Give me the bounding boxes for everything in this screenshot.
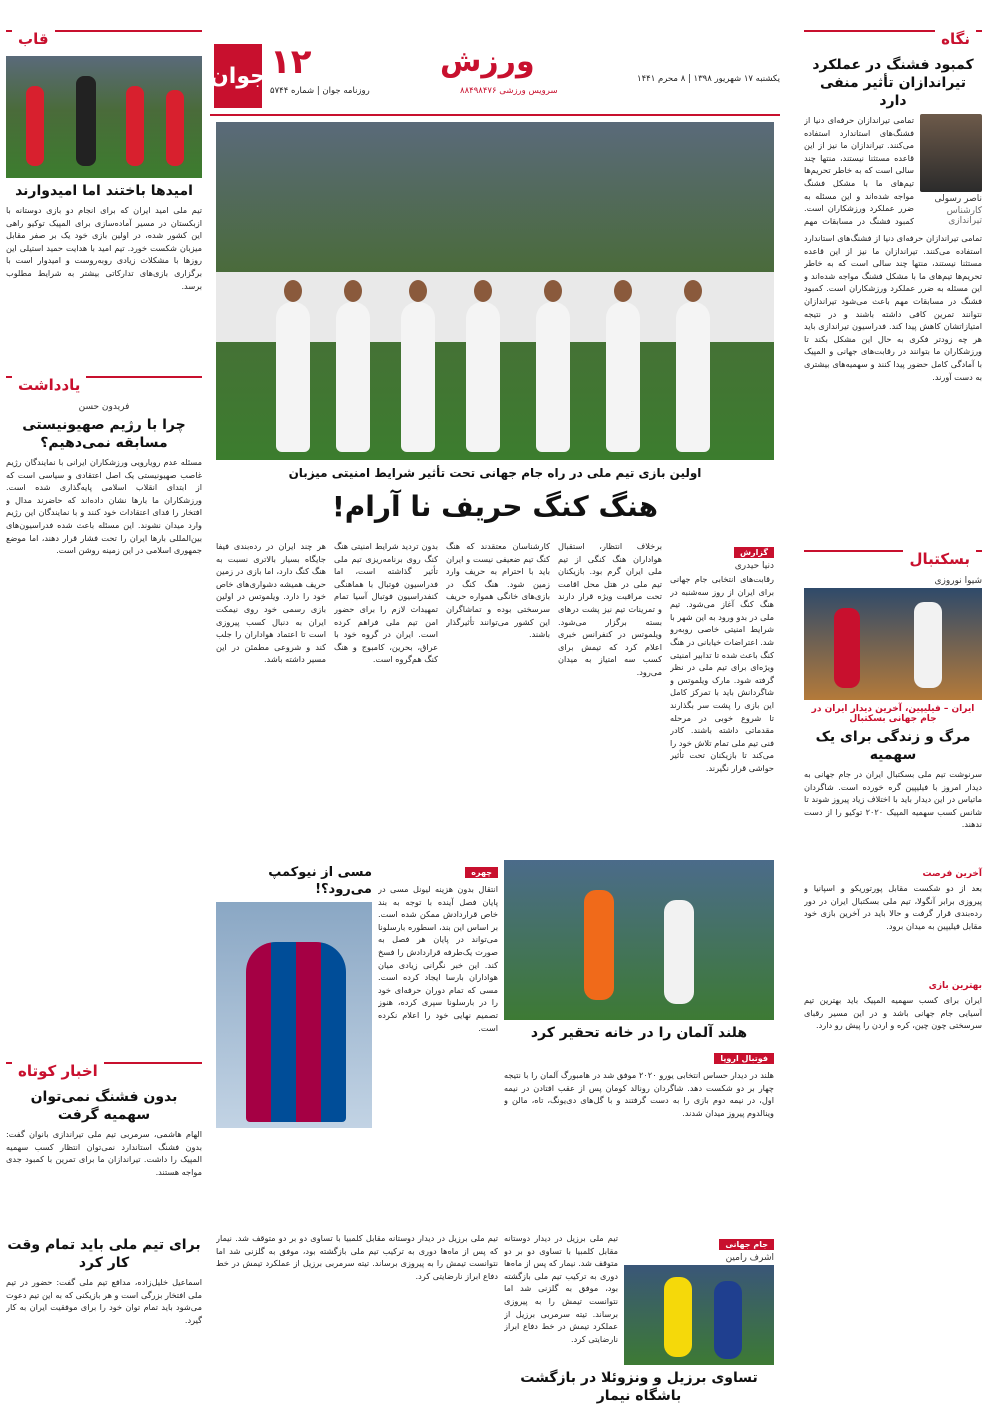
- player-shape: [336, 302, 370, 452]
- basketball-photo: [804, 588, 982, 700]
- player-shape: [664, 900, 694, 1004]
- short-news-body: اسماعیل خلیل‌زاده، مدافع تیم ملی گفت: حضور در تیم ملی افتخار بزرگی است و هر بازیکنی که به این تیم دعوت می‌شود باید تمام توان خود را برای موفقیت ایران به کار گیرد.: [6, 1277, 202, 1325]
- report-body: کارشناسان معتقدند که هنگ کنگ تیم ضعیفی نیست و ایران باید با احترام به حریف وارد زمین شود. هنگ کنگ در بازی‌های خانگی همواره حریف سرسختی بوده و تماشاگران این کشور می‌توانند تأثیرگذار باشند.: [446, 541, 550, 640]
- report-col-1: [670, 540, 774, 855]
- right-column: [804, 30, 982, 1304]
- left-column: [6, 30, 202, 1356]
- caption-title: امیدها باختند اما امیدوارند: [15, 183, 193, 199]
- messi-layout: [216, 860, 498, 1128]
- report-body: هر چند ایران در رده‌بندی فیفا جایگاه بسیار بالاتری نسبت به هنگ کنگ دارد، اما بازی در زمین حریف همیشه دشواری‌های خاص خود را دارد. ویلموتس در اولین بازی رسمی خود روی نیمکت ایران به دنبال کسب پیروزی است تا اعتماد هواداران را جلب کند و شروعی مطمئن در این مسیر داشته باشد.: [216, 541, 326, 665]
- report-body: رقابت‌های انتخابی جام جهانی برای ایران از روز سه‌شنبه در هنگ کنگ آغاز می‌شود. تیم ملی در بدو ورود به این شهر با شرایط امنیتی خاصی روبه‌رو شد. اعتراضات خیابانی در هنگ کنگ باعث شده تا تدابیر امنیتی ویژه‌ای برای تیم ملی در نظر گرفته شود. مارک ویلموتس و شاگردانش باید با تمرکز کامل این بازی را پشت سر بگذارند تا شروع خوبی در مرحله مقدماتی داشته باشند. کادر فنی تیم ملی تمام تلاش خود را می‌کند تا بازیکنان تحت تأثیر حواشی قرار نگیرند.: [670, 574, 774, 773]
- note-title: چرا با رژیم صهیونیستی مسابقه نمی‌دهیم؟: [22, 417, 186, 451]
- section-bar-qab: [6, 30, 202, 50]
- report-col-5: [216, 540, 326, 852]
- author-photo-wrap: [920, 114, 982, 228]
- messi-photo: [216, 902, 372, 1128]
- author-role: کارشناس تیراندازی: [946, 206, 982, 226]
- player-shape: [606, 302, 640, 452]
- player-shape: [26, 86, 44, 166]
- short-news-title: بدون فشنگ نمی‌توان سهمیه گرفت: [30, 1089, 178, 1123]
- player-shape: [536, 302, 570, 452]
- short-news-title: برای تیم ملی باید تمام وقت کار کرد: [7, 1237, 201, 1271]
- netherlands-photo: [504, 860, 774, 1020]
- messi-title: مسی از نیوکمپ می‌رود؟!: [268, 865, 372, 897]
- player-shape: [466, 302, 500, 452]
- player-shape: [834, 608, 860, 688]
- netherlands-story: [504, 860, 774, 1181]
- player-shape: [714, 1281, 742, 1359]
- netherlands-title: هلند آلمان را در خانه تحقیر کرد: [530, 1025, 748, 1041]
- player-shape: [584, 890, 614, 1000]
- netherlands-label: فوتبال اروپا: [714, 1053, 774, 1064]
- page-number: ۱۲: [270, 42, 312, 82]
- brazil-photo: [624, 1265, 774, 1365]
- player-shape: [401, 302, 435, 452]
- brazil-body: تیم ملی برزیل در دیدار دوستانه مقابل کلمبیا با تساوی دو بر دو متوقف شد. نیمار که پس از ماه‌ها دوری به ترکیب تیم ملی بازگشته بود، موفق به گلزنی شد اما نتوانست تیمش را به پیروزی برساند. تیته سرمربی برزیل از عملکرد تیمش در خط دفاع ابراز نارضایتی کرد.: [504, 1233, 618, 1344]
- messi-story: [216, 860, 498, 1128]
- brazil-label: جام جهانی: [719, 1239, 774, 1250]
- masthead: [210, 40, 780, 112]
- player-shape: [166, 90, 184, 166]
- article-title: کمبود فشنگ در عملکرد تیراندازان تأثیر منفی دارد: [812, 57, 974, 109]
- issue-line: روزنامه جوان | شماره ۵۷۴۴: [270, 86, 370, 96]
- section-tag: قاب: [12, 30, 55, 48]
- report-label: گزارش: [734, 547, 774, 558]
- netherlands-body: هلند در دیدار حساس انتخابی یورو ۲۰۲۰ موفق شد در هامبورگ آلمان را با نتیجه چهار بر دو شکست دهد. شاگردان رونالد کومان پس از عقب افتادن در نیمه اول، در نیمه دوم بازی را به دست گرفتند و با گل‌های دی‌یونگ، تاه، مالن و وینالدوم پیروز میدان شدند.: [504, 1070, 774, 1118]
- date-line: یکشنبه ۱۷ شهریور ۱۳۹۸ | ۸ محرم ۱۴۴۱: [637, 74, 780, 84]
- report-body: برخلاف انتظار، استقبال هواداران هنگ کنگی از تیم ملی ایران گرم بود. بازیکنان تیم ملی در هتل محل اقامت تحت مراقبت ویژه قرار دارند و تمرینات تیم نیز پشت درهای بسته برگزار می‌شود. ویلموتس در کنفرانس خبری اعلام کرد که تیمش برای کسب سه امتیاز به میدان می‌رود.: [558, 541, 662, 677]
- main-photo-team: [216, 122, 774, 460]
- section-tag: اخبار کوتاه: [12, 1062, 104, 1080]
- brazil-body-cont: تیم ملی برزیل در دیدار دوستانه مقابل کلمبیا با تساوی دو بر دو متوقف شد. نیمار که پس از ماه‌ها دوری به ترکیب تیم ملی بازگشته بود، موفق به گلزنی شد اما نتوانست تیمش را به پیروزی برساند. تیته سرمربی برزیل از عملکرد تیمش در خط دفاع ابراز نارضایتی کرد.: [216, 1233, 498, 1281]
- report-author: دنیا حیدری: [734, 561, 774, 571]
- basketball-kicker: ایران – فیلیپین، آخرین دیدار ایران در جام جهانی بسکتبال: [811, 704, 975, 724]
- author-block: [804, 114, 982, 228]
- headline-kicker: اولین بازی تیم ملی در راه جام جهانی تحت تأثیر شرایط امنیتی میزبان: [288, 466, 702, 480]
- section-bar-negah: [804, 30, 982, 50]
- author-photo: [920, 114, 982, 192]
- section-title: ورزش: [440, 44, 535, 79]
- note-body: مسئله عدم رویارویی ورزشکاران ایرانی با نمایندگان رژیم غاصب صهیونیستی یک اصل اعتقادی و سیاسی است که از ابتدای انقلاب اسلامی پایه‌گذاری شده است. ورزشکاران ما بارها نشان داده‌اند که حاضرند مدال و افتخار را فدای اعتقادات خود کنند و با نمایندگان این رژیم وارد میدان نشوند. این مسئله باعث شده فدراسیون‌های بین‌المللی بارها ایران را تحت فشار قرار دهند، اما موضع جمهوری اسلامی در این زمینه روشن است.: [6, 457, 202, 556]
- article-body: تمامی تیراندازان حرفه‌ای دنیا از فشنگ‌های استاندارد استفاده می‌کنند. تیراندازان ما نیز از این قاعده مستثنا نیستند، منتها چند سالی است که به خاطر تحریم‌ها تیم‌های ما با مشکل فشنگ مواجه شده‌اند و این مسئله به ضرر عملکرد ورزشکاران است. کمبود فشنگ در مسابقات مهم باعث می‌شود تیراندازان نتوانند تمرین کافی داشته باشند و در نتیجه امتیازاتشان کاهش پیدا کند. فدراسیون تیراندازی باید هر چه زودتر فکری به حال این مشکل بکند تا ورزشکاران ما بتوانند در رقابت‌های جهانی و المپیک با آمادگی کامل حضور پیدا کنند و سهمیه‌های بیشتری به دست آورند.: [804, 233, 982, 382]
- report-col-2: [558, 540, 662, 852]
- section-tag: نگاه: [935, 30, 976, 48]
- brazil-layout: [504, 1232, 774, 1365]
- masthead-rule: [210, 114, 780, 116]
- player-shape: [676, 302, 710, 452]
- basketball-body: سرنوشت تیم ملی بسکتبال ایران در جام جهانی به دیدار امروز با فیلیپین گره خورده است. شاگردان ماتیاس در این دیدار باید با اختلاف زیاد پیروز شوند تا شانس کسب سهمیه المپیک ۲۰۲۰ توکیو را از دست ندهند.: [804, 769, 982, 830]
- player-shape: [914, 602, 942, 688]
- player-shape: [126, 86, 144, 166]
- brazil-story: [504, 1232, 774, 1406]
- messi-photo-col: [216, 860, 372, 1128]
- headline: هنگ کنگ حریف نا آرام!: [332, 490, 658, 523]
- section-bar-short: [6, 1062, 202, 1082]
- brazil-author: اشرف رامین: [725, 1253, 774, 1263]
- article-body-part1: تمامی تیراندازان حرفه‌ای دنیا از فشنگ‌های استاندارد استفاده می‌کنند. تیراندازان ما نیز از این قاعده مستثنا نیستند، منتها چند سالی است که به خاطر تحریم‌ها تیم‌های ما با مشکل فشنگ مواجه شده‌اند و این مسئله به ضرر عملکرد ورزشکاران است. کمبود فشنگ در مسابقات مهم: [804, 115, 914, 226]
- author-name: ناصر رسولی: [934, 194, 982, 204]
- messi-text-col: [378, 860, 498, 1128]
- player-shape: [276, 302, 310, 452]
- brazil-photo-col: [624, 1232, 774, 1365]
- note-author: فریدون حسن: [78, 402, 130, 412]
- messi-label: چهره: [465, 867, 498, 878]
- player-shape: [664, 1277, 692, 1357]
- caption-body: تیم ملی امید ایران که برای انجام دو بازی دوستانه با ازبکستان در مسیر آماده‌سازی برای المپیک توکیو راهی این کشور شده، در اولین بازی خود یک بر صفر مقابل میزبان شکست خورد. تیم امید با هدایت حمید استیلی این روزها با مشکلات زیادی روبه‌روست و امیدوار است با برگزاری بازی‌های تدارکاتی بیشتر به شرایط مطلوب برسد.: [6, 205, 202, 291]
- section-tag: بسکتبال: [903, 550, 976, 568]
- section-tag: یادداشت: [12, 376, 86, 394]
- report-col-3: [446, 540, 550, 852]
- short-news-body: الهام هاشمی، سرمربی تیم ملی تیراندازی بانوان گفت: بدون فشنگ استاندارد نمی‌توان انتظار کسب سهمیه المپیک را داشت. تیراندازان ما برای تمرین با کمبود جدی مواجه هستند.: [6, 1129, 202, 1177]
- service-line: سرویس ورزشی ۸۸۴۹۸۴۷۶: [460, 86, 558, 96]
- player-shape: [246, 942, 346, 1122]
- basketball-body2: بعد از دو شکست مقابل پورتوریکو و اسپانیا و پیروزی برابر آنگولا، تیم ملی بسکتبال ایران در دور رده‌بندی قرار گرفت و حالا باید در آخرین بازی خود مقابل فیلیپین به میدان برود.: [804, 883, 982, 931]
- section-bar-note: [6, 376, 202, 396]
- messi-body: انتقال بدون هزینه لیونل مسی در پایان فصل آینده با توجه به بند خاص قراردادش ممکن شده است. بر اساس این بند، اسطوره بارسلونا می‌تواند در پایان هر فصل به صورت یک‌طرفه قراردادش را فسخ کند. این خبر نگرانی زیادی میان هواداران بارسا ایجاد کرده است. مسی که تمام دوران حرفه‌ای خود را در بارسلونا سپری کرده، هنوز تصمیم نهایی خود را اعلام نکرده است.: [378, 884, 498, 1033]
- paper-logo: جوان: [214, 44, 262, 108]
- report-col-4: [334, 540, 438, 852]
- basketball-author: شیوا نوروزی: [934, 576, 982, 586]
- basketball-body3: ایران برای کسب سهمیه المپیک باید بهترین تیم آسیایی جام جهانی باشد و در این مسیر رقبای سرسختی چون چین، کره و اردن را پیش رو دارد.: [804, 995, 982, 1031]
- basketball-subhead: بهترین بازی: [928, 981, 982, 991]
- basketball-title: مرگ و زندگی برای یک سهمیه: [815, 729, 971, 763]
- player-shape: [76, 76, 96, 166]
- caption-photo: [6, 56, 202, 178]
- section-bar-basketball: [804, 550, 982, 570]
- basketball-subhead: آخرین فرصت: [922, 869, 982, 879]
- brazil-title: تساوی برزیل و ونزوئلا در بازگشت باشگاه نیمار: [520, 1370, 758, 1404]
- report-body: بدون تردید شرایط امنیتی هنگ کنگ روی برنامه‌ریزی تیم ملی تأثیر گذاشته است، اما فدراسیون فوتبال با هماهنگی کنفدراسیون فوتبال آسیا تمام تمهیدات لازم را برای حضور امن تیم ملی فراهم کرده است. ایران در گروه خود با عراق، بحرین، کامبوج و هنگ کنگ هم‌گروه است.: [334, 541, 438, 665]
